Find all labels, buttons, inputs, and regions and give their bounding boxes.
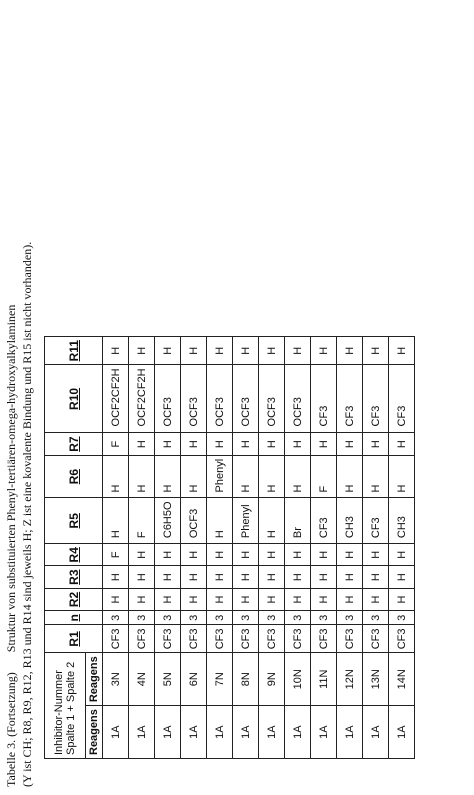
cell-r5: F xyxy=(129,498,155,544)
cell-reagens-2: 11N xyxy=(311,653,337,706)
cell-r6: H xyxy=(337,455,363,498)
cell-reagens-1: 1A xyxy=(181,706,207,759)
cell-reagens-1: 1A xyxy=(259,706,285,759)
cell-r11: H xyxy=(181,337,207,365)
cell-r1: CF3 xyxy=(103,625,129,653)
cell-r7: H xyxy=(363,433,389,455)
cell-reagens-1: 1A xyxy=(389,706,415,759)
cell-r6: H xyxy=(181,455,207,498)
cell-r6: F xyxy=(311,455,337,498)
header-r5: R5 xyxy=(45,498,103,544)
cell-r7: H xyxy=(259,433,285,455)
cell-r7: H xyxy=(129,433,155,455)
cell-r1: CF3 xyxy=(207,625,233,653)
header-r4: R4 xyxy=(45,544,103,566)
cell-reagens-2: 13N xyxy=(363,653,389,706)
cell-r1: CF3 xyxy=(181,625,207,653)
caption-line-2: (Y ist CH; R8, R9, R12, R13 und R14 sind jeweils H; Z ist eine kovalente Bindung und R15 ist nicht vorhanden). xyxy=(20,241,34,787)
table-row xyxy=(207,337,233,759)
cell-r10: OCF3 xyxy=(233,365,259,433)
cell-reagens-1: 1A xyxy=(363,706,389,759)
table-row xyxy=(259,337,285,759)
cell-r3: H xyxy=(337,566,363,588)
cell-r2: H xyxy=(285,588,311,610)
cell-n: 3 xyxy=(337,611,363,625)
cell-r3: H xyxy=(389,566,415,588)
reagens-header-1: Reagens xyxy=(86,706,103,759)
data-table xyxy=(44,336,415,759)
cell-r7: H xyxy=(181,433,207,455)
cell-reagens-1: 1A xyxy=(311,706,337,759)
cell-r1: CF3 xyxy=(155,625,181,653)
cell-r5: H xyxy=(259,498,285,544)
cell-reagens-1: 1A xyxy=(155,706,181,759)
inhibitor-label: Inhibitor-Nummer xyxy=(53,670,65,755)
caption-line-1 xyxy=(4,305,19,787)
cell-reagens-2: 14N xyxy=(389,653,415,706)
cell-r6: H xyxy=(363,455,389,498)
reagens-header-2: Reagens xyxy=(86,653,103,706)
cell-reagens-2: 10N xyxy=(285,653,311,706)
cell-r4: H xyxy=(337,544,363,566)
cell-r6: H xyxy=(103,455,129,498)
cell-r1: CF3 xyxy=(363,625,389,653)
cell-reagens-1: 1A xyxy=(337,706,363,759)
table-row xyxy=(181,337,207,759)
cell-reagens-1: 1A xyxy=(207,706,233,759)
cell-r11: H xyxy=(103,337,129,365)
cell-r10: OCF3 xyxy=(207,365,233,433)
cell-r2: H xyxy=(207,588,233,610)
header-r3: R3 xyxy=(45,566,103,588)
cell-n: 3 xyxy=(181,611,207,625)
cell-reagens-1: 1A xyxy=(285,706,311,759)
cell-r3: H xyxy=(181,566,207,588)
table-body xyxy=(103,337,415,759)
cell-r10: CF3 xyxy=(363,365,389,433)
table-row xyxy=(337,337,363,759)
cell-r3: H xyxy=(311,566,337,588)
cell-r2: H xyxy=(389,588,415,610)
cell-r10: OCF3 xyxy=(259,365,285,433)
cell-r4: H xyxy=(311,544,337,566)
cell-n: 3 xyxy=(155,611,181,625)
cell-n: 3 xyxy=(389,611,415,625)
cell-reagens-2: 5N xyxy=(155,653,181,706)
cell-reagens-1: 1A xyxy=(103,706,129,759)
cell-r7: H xyxy=(337,433,363,455)
cell-reagens-2: 7N xyxy=(207,653,233,706)
cell-n: 3 xyxy=(103,611,129,625)
table-row xyxy=(155,337,181,759)
cell-r2: H xyxy=(259,588,285,610)
cell-r7: F xyxy=(103,433,129,455)
spalte-label: Spalte 1 + Spalte 2 xyxy=(65,661,77,755)
cell-r6: Phenyl xyxy=(207,455,233,498)
header-r11: R11 xyxy=(45,337,103,365)
cell-r11: H xyxy=(311,337,337,365)
cell-n: 3 xyxy=(311,611,337,625)
cell-r5: CF3 xyxy=(311,498,337,544)
cell-r4: F xyxy=(103,544,129,566)
cell-r6: H xyxy=(285,455,311,498)
cell-r3: H xyxy=(363,566,389,588)
cell-n: 3 xyxy=(259,611,285,625)
cell-r5: CH3 xyxy=(337,498,363,544)
cell-r2: H xyxy=(363,588,389,610)
cell-n: 3 xyxy=(233,611,259,625)
cell-r5: Br xyxy=(285,498,311,544)
table-row xyxy=(311,337,337,759)
cell-r1: CF3 xyxy=(233,625,259,653)
cell-r6: H xyxy=(155,455,181,498)
cell-reagens-1: 1A xyxy=(129,706,155,759)
cell-reagens-2: 9N xyxy=(259,653,285,706)
cell-r1: CF3 xyxy=(337,625,363,653)
cell-r11: H xyxy=(337,337,363,365)
cell-r1: CF3 xyxy=(389,625,415,653)
cell-reagens-2: 12N xyxy=(337,653,363,706)
cell-r11: H xyxy=(233,337,259,365)
cell-r4: H xyxy=(155,544,181,566)
cell-r6: H xyxy=(129,455,155,498)
cell-r2: H xyxy=(129,588,155,610)
cell-r5: CF3 xyxy=(363,498,389,544)
cell-n: 3 xyxy=(207,611,233,625)
cell-r11: H xyxy=(129,337,155,365)
cell-r3: H xyxy=(103,566,129,588)
cell-r2: H xyxy=(155,588,181,610)
cell-r7: H xyxy=(389,433,415,455)
header-r6: R6 xyxy=(45,455,103,498)
header-r1: R1 xyxy=(45,625,103,653)
cell-r10: OCF3 xyxy=(285,365,311,433)
cell-r11: H xyxy=(259,337,285,365)
cell-reagens-2: 6N xyxy=(181,653,207,706)
cell-r10: OCF3 xyxy=(155,365,181,433)
cell-r11: H xyxy=(363,337,389,365)
header-r7: R7 xyxy=(45,433,103,455)
cell-r5: Phenyl xyxy=(233,498,259,544)
table-row xyxy=(103,337,129,759)
cell-r10: OCF3 xyxy=(181,365,207,433)
cell-r6: H xyxy=(259,455,285,498)
cell-r4: H xyxy=(285,544,311,566)
cell-reagens-2: 4N xyxy=(129,653,155,706)
cell-n: 3 xyxy=(129,611,155,625)
cell-r10: CF3 xyxy=(311,365,337,433)
cell-r3: H xyxy=(259,566,285,588)
table-row xyxy=(389,337,415,759)
cell-r1: CF3 xyxy=(311,625,337,653)
cell-r11: H xyxy=(207,337,233,365)
cell-n: 3 xyxy=(363,611,389,625)
cell-r10: CF3 xyxy=(389,365,415,433)
table-row xyxy=(129,337,155,759)
cell-r3: H xyxy=(129,566,155,588)
cell-r1: CF3 xyxy=(285,625,311,653)
cell-r6: H xyxy=(233,455,259,498)
cell-r5: H xyxy=(103,498,129,544)
cell-reagens-1: 1A xyxy=(233,706,259,759)
cell-r4: H xyxy=(181,544,207,566)
cell-r2: H xyxy=(311,588,337,610)
cell-r2: H xyxy=(103,588,129,610)
cell-r1: CF3 xyxy=(129,625,155,653)
cell-r10: OCF2CF2H xyxy=(129,365,155,433)
header-r2: R2 xyxy=(45,588,103,610)
cell-r7: H xyxy=(207,433,233,455)
cell-r4: H xyxy=(233,544,259,566)
cell-r2: H xyxy=(181,588,207,610)
cell-r5: OCF3 xyxy=(181,498,207,544)
table-label: Tabelle 3. (Fortsetzung) xyxy=(4,672,18,787)
cell-r4: H xyxy=(207,544,233,566)
cell-reagens-2: 8N xyxy=(233,653,259,706)
cell-r10: CF3 xyxy=(337,365,363,433)
cell-r7: H xyxy=(155,433,181,455)
cell-r7: H xyxy=(233,433,259,455)
cell-r5: CH3 xyxy=(389,498,415,544)
header-r10: R10 xyxy=(45,365,103,433)
cell-n: 3 xyxy=(285,611,311,625)
cell-r2: H xyxy=(337,588,363,610)
cell-reagens-2: 3N xyxy=(103,653,129,706)
cell-r2: H xyxy=(233,588,259,610)
table-row xyxy=(285,337,311,759)
cell-r11: H xyxy=(285,337,311,365)
cell-r5: C6H5O xyxy=(155,498,181,544)
cell-r10: OCF2CF2H xyxy=(103,365,129,433)
cell-r11: H xyxy=(389,337,415,365)
cell-r1: CF3 xyxy=(259,625,285,653)
table-row xyxy=(233,337,259,759)
cell-r5: H xyxy=(207,498,233,544)
cell-r4: H xyxy=(389,544,415,566)
inhibitor-header xyxy=(45,653,86,759)
cell-r7: H xyxy=(311,433,337,455)
cell-r3: H xyxy=(233,566,259,588)
table-row xyxy=(363,337,389,759)
cell-r4: H xyxy=(129,544,155,566)
cell-r3: H xyxy=(155,566,181,588)
cell-r6: H xyxy=(389,455,415,498)
cell-r7: H xyxy=(285,433,311,455)
cell-r3: H xyxy=(207,566,233,588)
table-title: Struktur von substituierten Phenyl-tertiären-omega-hydroxyalkylaminen xyxy=(4,304,18,653)
header-n: n xyxy=(45,611,103,625)
cell-r3: H xyxy=(285,566,311,588)
cell-r4: H xyxy=(363,544,389,566)
cell-r4: H xyxy=(259,544,285,566)
cell-r11: H xyxy=(155,337,181,365)
